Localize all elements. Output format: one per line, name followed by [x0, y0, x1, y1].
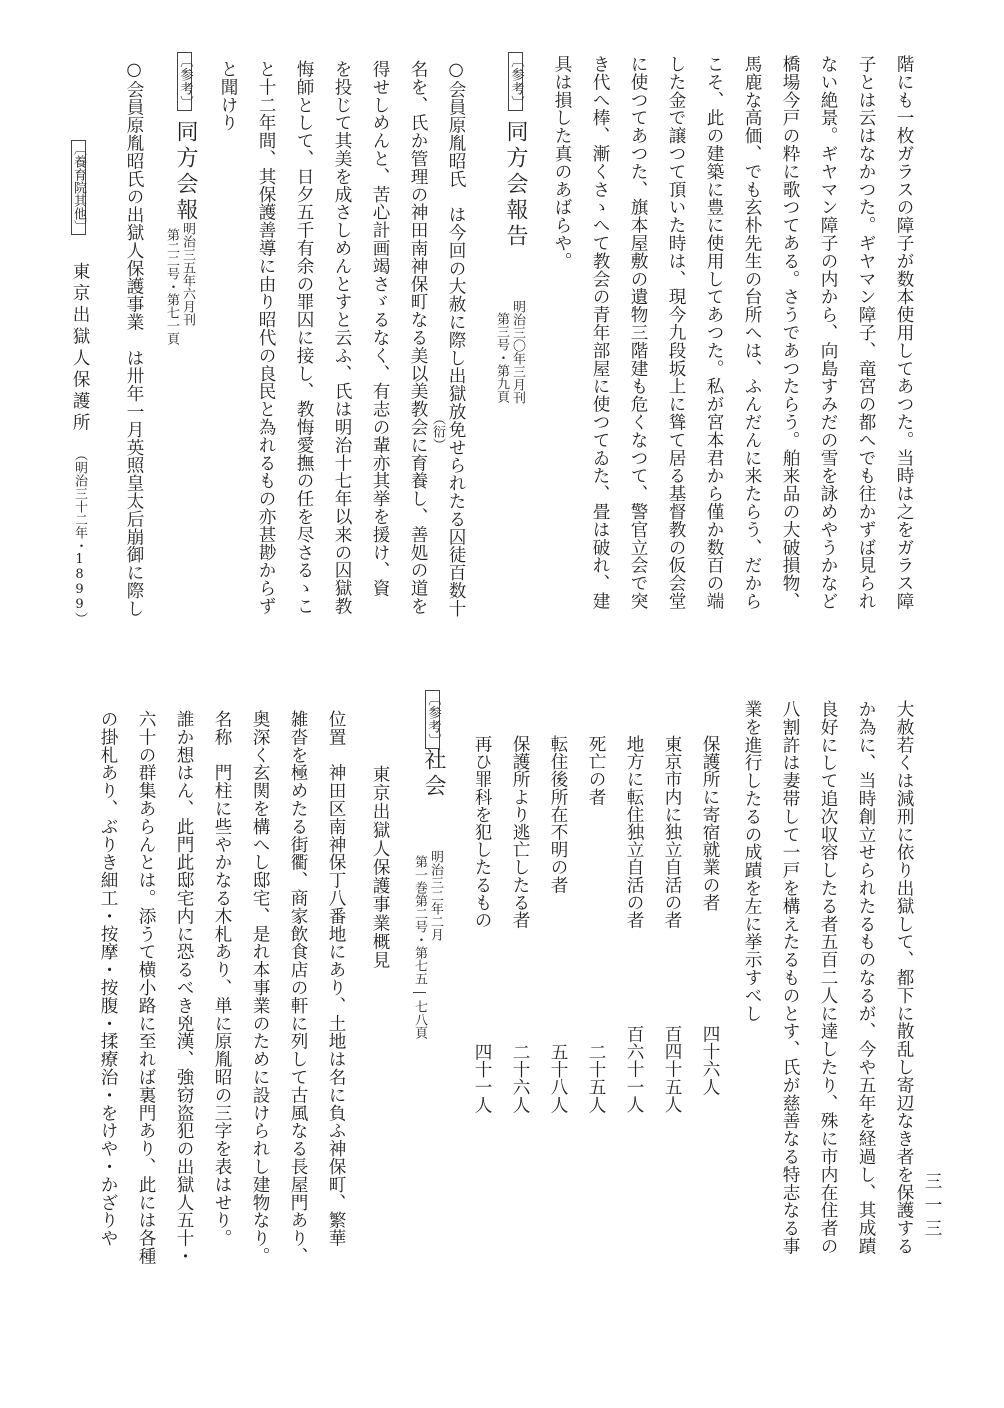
- bottom-text-line: 大赦若くは減刑に依り出獄して、都下に散乱し寄辺なき者を保護する: [894, 700, 914, 1255]
- bottom-text-line: 良好にして追次収容したる者五百二人に達したり、殊に市内在住者の: [818, 700, 838, 1255]
- article-line: 誰か想はん、此門此邸宅内に恐るべき兇漢、強窃盗犯の出獄人五十・: [174, 710, 194, 1265]
- article-line: 雑沓を極めたる街衢、商家飲食店の軒に列して古風なる長屋門あり、: [288, 710, 308, 1265]
- article-line: 悔師として、日夕五千有余の罪囚に接し、教悔愛撫の任を尽さるゝこ: [294, 60, 314, 615]
- article-issue: 第三号・第九頁: [494, 312, 509, 403]
- top-text-line: 橋場今戸の粋に歌つてある。さうであつたらう。舶来品の大破損物、: [780, 55, 800, 610]
- top-text-line: した金で譲つて頂いた時は、現今九段坂上に聳て居る基督教の仮会堂: [666, 55, 686, 610]
- article-line: 名を、氏か管理の神田南神保町なる美以美教会に育養し、善処の道を: [408, 60, 428, 615]
- article-line: と聞けり: [218, 60, 238, 132]
- top-text-line: 馬鹿な高価、でも玄朴先生の台所へは、ふんだんに来たらう、だから: [742, 55, 762, 610]
- row-label: 東京市内に独立自活の者: [662, 735, 682, 929]
- row-label: 死亡の者: [586, 735, 606, 806]
- article-line: の掛札あり、ぶりき細工・按摩・按腹・揉療治・をけや・かざりや: [98, 710, 118, 1247]
- article-line: 得せしめんと、苦心計画竭さゞるなく、有志の輩亦其挙を援け、資: [370, 60, 390, 597]
- top-text-line: 階にも一枚ガラスの障子が数本使用してあつた。当時は之をガラス障: [894, 55, 914, 610]
- row-value: 四十六人: [700, 1025, 720, 1096]
- top-text-line: に使つてあつた、旗本屋敷の遺物三階建も危くなつて、警官立会で突: [628, 55, 648, 610]
- article-title: 同方会報: [173, 120, 198, 224]
- top-text-line: 子とは云はなかつた。ギヤマン障子、竜宮の都へでも往かずば見られ: [856, 55, 876, 610]
- bottom-text-line: 八割許は妻帯して一戸を構えたるものとす、氏が慈善なる特志なる事: [780, 700, 800, 1255]
- article-date: 明治三〇年三月刊: [510, 300, 525, 404]
- row-label: 転住後所在不明の者: [548, 735, 568, 894]
- header-category: 〔養育院其他〕: [71, 142, 86, 233]
- row-label: 保護所に寄宿就業の者: [700, 735, 720, 911]
- article-title: 社会: [421, 748, 446, 800]
- article-line: 位置 神田区南神保丁八番地にあり、土地は名に負ふ神保町、繁華: [326, 710, 346, 1247]
- article-line: ○会員原胤昭氏 は今回の大赦に際し出獄放免せられたる囚徒百数十: [446, 60, 466, 618]
- bottom-text-line: か為に、当時創立せられたるものなるが、今や五年を経過し、其成蹟: [856, 700, 876, 1255]
- ref-label: 〔参考〕: [508, 54, 524, 110]
- page-number: 三一三: [922, 1172, 942, 1243]
- top-text-line: 具は損した真のあばらや。: [552, 55, 572, 270]
- article-issue: 第一巻第二号・第七五―七八頁: [412, 855, 427, 1039]
- row-value: 二十六人: [510, 1043, 530, 1114]
- ref-label: 〔参考〕: [177, 54, 193, 110]
- row-value: 五十八人: [548, 1043, 568, 1114]
- header-period: （明治三十二年・1899）: [72, 448, 87, 625]
- row-value: 百四十五人: [662, 1025, 682, 1113]
- article-line: 名称 門柱に些やかなる木札あり、単に原胤昭の三字を表はせり。: [212, 710, 232, 1247]
- row-label: 保護所より逃亡したる者: [510, 735, 530, 929]
- row-value: 二十五人: [586, 1043, 606, 1114]
- row-label: 再ひ罪科を犯したるもの: [472, 735, 492, 929]
- article-line: と十二年間、其保護善導に由り昭代の良民と為れるもの亦甚尠からず: [256, 60, 276, 615]
- article-title: 同方会報告: [503, 120, 528, 250]
- article-line: を投じて其美を成さしめんとすと云ふ、氏は明治十七年以来の囚獄教: [332, 60, 352, 615]
- article-line: ○会員原胤昭氏の出獄人保護事業 は卅年一月英照皇太后崩御に際し: [124, 60, 144, 618]
- article-subtitle: 東京出獄人保護事業概見: [370, 765, 390, 970]
- article-issue: 第二二号・第七一頁: [164, 228, 179, 345]
- header-source: 東京出獄人保護所: [70, 262, 90, 435]
- ref-label: 〔参考〕: [425, 692, 441, 748]
- bottom-text-line: 業を進行したるの成蹟を左に挙示すべし: [742, 700, 762, 1023]
- article-date: 明治三五年六月刊: [180, 222, 195, 326]
- article-line: 奥深く玄関を構へし邸宅、是れ本事業のために設けられし建物なり。: [250, 710, 270, 1265]
- article-line: 六十の群集あらんとは。添うて横小路に至れば裏門あり、此には各種: [136, 710, 156, 1265]
- row-value: 百六十一人: [624, 1025, 644, 1113]
- top-text-line: ない絶景。ギヤマン障子の内から、向島すみだの雪を詠めやうかなど: [818, 55, 838, 610]
- row-value: 四十一人: [472, 1043, 492, 1114]
- article-date: 明治三二年二月: [428, 850, 443, 941]
- row-label: 地方に転住独立自活の者: [624, 735, 644, 929]
- annotation: （衍）: [430, 412, 445, 451]
- top-text-line: き代へ棒、漸くさゝへて教会の青年部屋に使つてゐた、畳は破れ、建: [590, 55, 610, 610]
- top-text-line: こそ、此の建築に豊に使用してあつた。私が宮本君から僅か数百の端: [704, 55, 724, 610]
